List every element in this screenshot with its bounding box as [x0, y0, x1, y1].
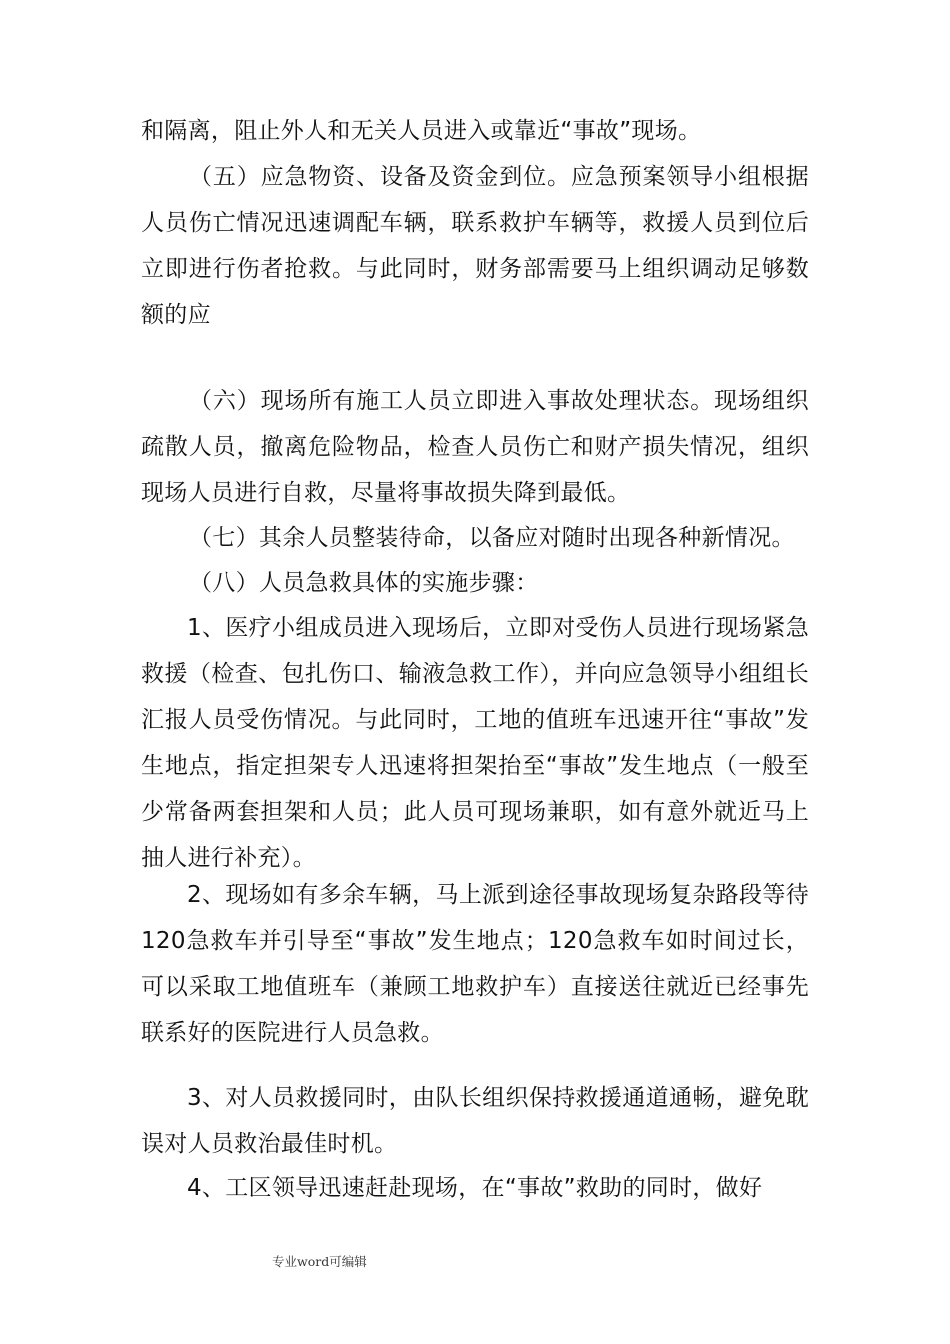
paragraph-step-1: 1、医疗小组成员进入现场后，立即对受伤人员进行现场紧急救援（检查、包扎伤口、输液急救工作），并向应急领导小组组长汇报人员受伤情况。与此同时，工地的值班车迅速开往“事故”发生地点，指定担架专人迅速将担架抬至“事故”发生地点（一般至少常备两套担架和人员；此人员可现场兼职，如有意外就近马上抽人进行补充）。: [141, 615, 809, 871]
paragraph-isolation: 和隔离，阻止外人和无关人员进入或靠近“事故”现场。: [141, 118, 702, 144]
paragraph-section-8: （八）人员急救具体的实施步骤：: [189, 570, 539, 596]
paragraph-step-4: 4、工区领导迅速赶赴现场，在“事故”救助的同时，做好: [187, 1175, 763, 1201]
paragraph-section-6: （六）现场所有施工人员立即进入事故处理状态。现场组织疏散人员，撤离危险物品，检查人员伤亡和财产损失情况，组织现场人员进行自救，尽量将事故损失降到最低。: [141, 388, 809, 506]
paragraph-section-7: （七）其余人员整装待命，以备应对随时出现各种新情况。: [189, 525, 795, 551]
paragraph-step-3: 3、对人员救援同时，由队长组织保持救援通道通畅，避免耽误对人员救治最佳时机。: [141, 1085, 809, 1157]
paragraph-section-5: （五）应急物资、设备及资金到位。应急预案领导小组根据人员伤亡情况迅速调配车辆，联系救护车辆等，救援人员到位后立即进行伤者抢救。与此同时，财务部需要马上组织调动足够数额的应: [141, 164, 809, 328]
paragraph-step-2: 2、现场如有多余车辆，马上派到途径事故现场复杂路段等待120急救车并引导至“事故”发生地点；120急救车如时间过长，可以采取工地值班车（兼顾工地救护车）直接送往就近已经事先联系好的医院进行人员急救。: [141, 882, 809, 1046]
footer-note: 专业word可编辑: [272, 1254, 367, 1269]
